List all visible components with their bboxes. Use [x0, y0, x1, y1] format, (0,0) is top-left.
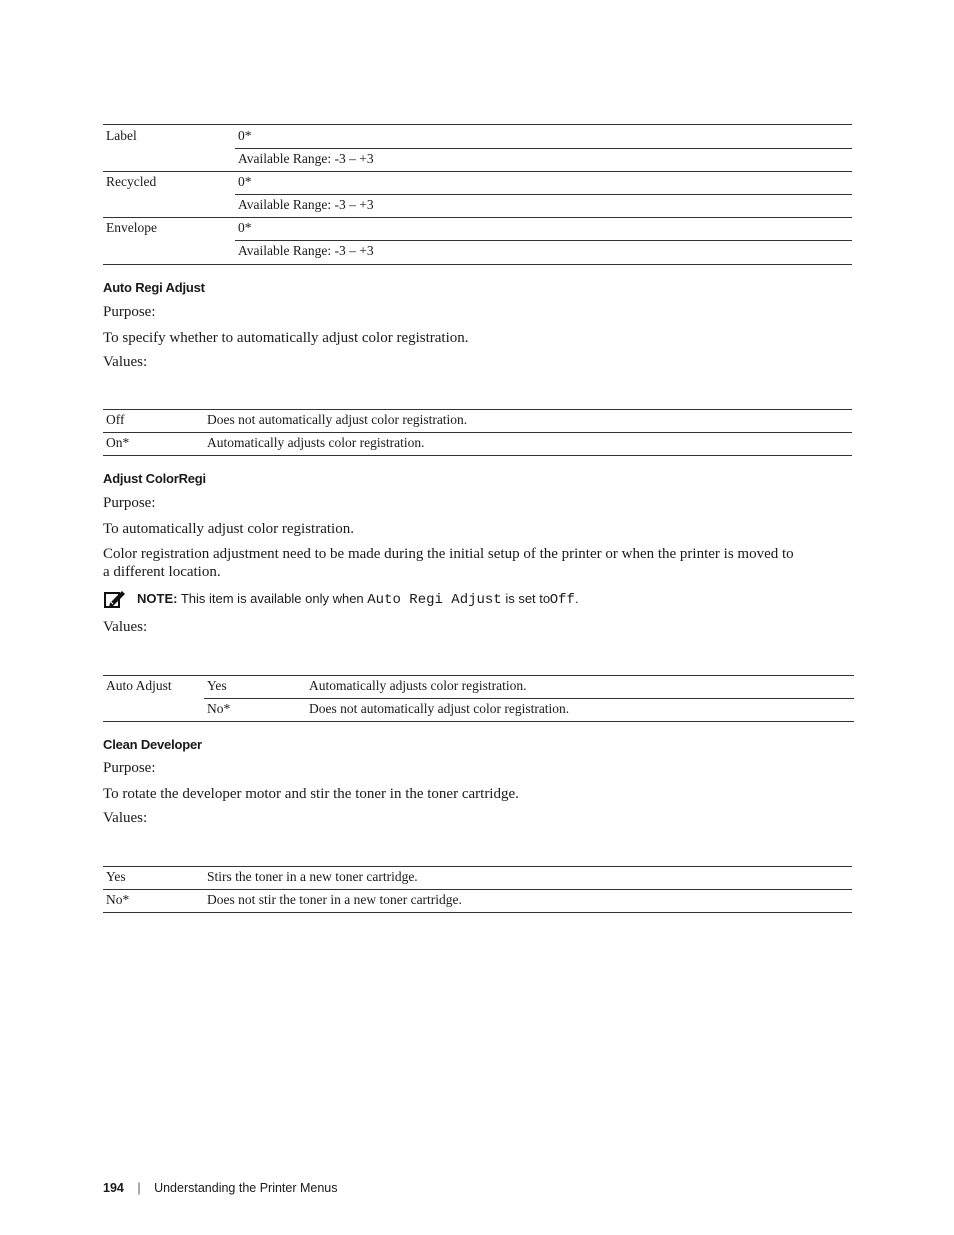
purpose-label: Purpose: [103, 760, 156, 776]
page-footer [103, 1181, 338, 1195]
purpose-text: To specify whether to automatically adjust color registration. [103, 330, 469, 346]
values-label: Values: [103, 354, 148, 370]
value-cell: On* [106, 435, 130, 450]
page-number: 194 [103, 1181, 124, 1195]
table-row-label: Envelope [106, 220, 157, 235]
default-value: 0* [235, 172, 852, 195]
description-line: a different location. [103, 564, 221, 580]
note-label: NOTE: [137, 591, 178, 606]
values-table [103, 409, 852, 456]
default-value: 0* [235, 218, 852, 241]
value-cell: No* [207, 701, 231, 716]
description-cell: Automatically adjusts color registration. [306, 676, 854, 699]
media-adjust-table [103, 124, 852, 265]
section-heading: Clean Developer [103, 737, 202, 752]
value-cell: No* [106, 892, 130, 907]
values-table [103, 866, 852, 913]
value-cell: Yes [204, 676, 306, 699]
note-code: Auto Regi Adjust [367, 592, 502, 608]
default-value: 0* [235, 125, 852, 149]
description-cell: Does not stir the toner in a new toner cartridge. [207, 892, 462, 907]
description-line: Color registration adjustment need to be made during the initial setup of the printer or when the printer is moved to [103, 546, 794, 562]
value-cell: Yes [106, 869, 126, 884]
table-row-label: Recycled [106, 174, 157, 189]
section-heading: Auto Regi Adjust [103, 280, 205, 295]
purpose-text: To rotate the developer motor and stir the toner in the toner cartridge. [103, 786, 519, 802]
note-pencil-icon [104, 589, 126, 609]
value-cell: Off [106, 412, 125, 427]
note-code: Off [549, 592, 575, 608]
footer-separator: | [137, 1181, 141, 1195]
note-body: This item is available only when [180, 591, 364, 606]
chapter-title: Understanding the Printer Menus [154, 1181, 338, 1195]
range-value: Available Range: -3 – +3 [238, 197, 374, 212]
table-row-label: Auto Adjust [106, 678, 172, 693]
table-row-label: Label [106, 128, 137, 143]
note-end: . [574, 591, 579, 606]
purpose-text: To automatically adjust color registration. [103, 521, 354, 537]
description-cell: Does not automatically adjust color registration. [309, 701, 570, 716]
values-table [103, 675, 854, 722]
note-text [137, 591, 579, 608]
range-value: Available Range: -3 – +3 [238, 243, 374, 258]
description-cell: Automatically adjusts color registration. [207, 435, 425, 450]
purpose-label: Purpose: [103, 495, 156, 511]
values-label: Values: [103, 810, 148, 826]
description-cell: Stirs the toner in a new toner cartridge. [207, 869, 418, 884]
description-cell: Does not automatically adjust color registration. [207, 412, 468, 427]
purpose-label: Purpose: [103, 304, 156, 320]
section-heading: Adjust ColorRegi [103, 471, 206, 486]
values-label: Values: [103, 619, 148, 635]
note-body: is set to [505, 591, 551, 606]
range-value: Available Range: -3 – +3 [238, 151, 374, 166]
